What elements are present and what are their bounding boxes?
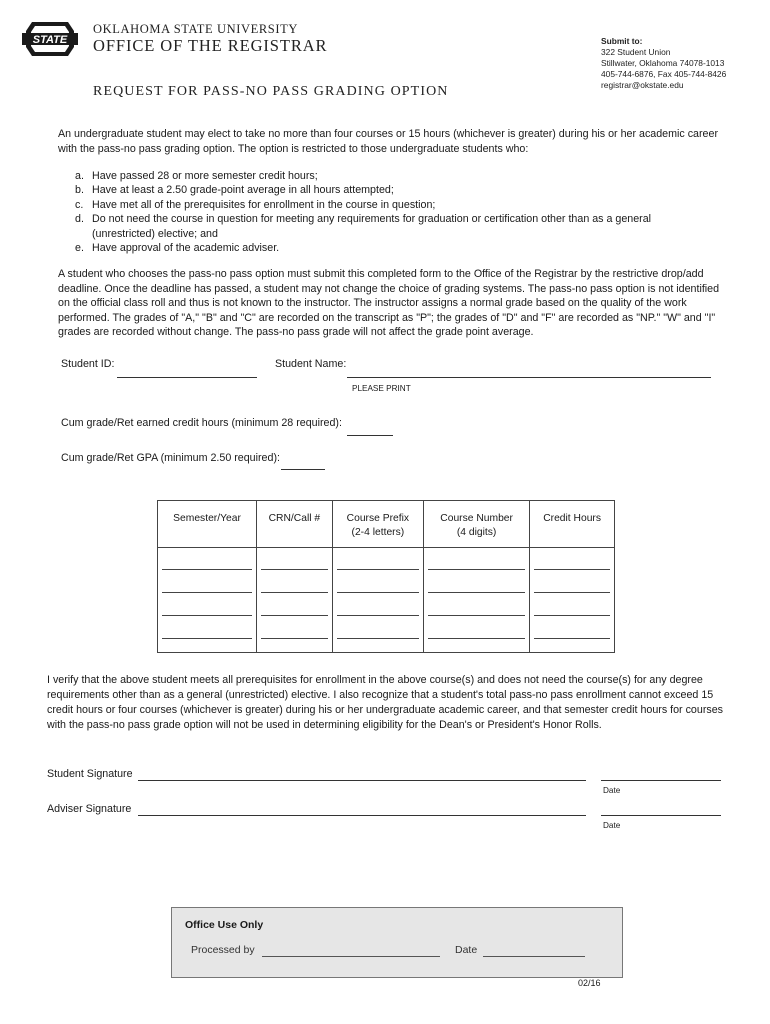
adviser-signature-field[interactable] <box>138 815 586 816</box>
cum-gpa-field[interactable] <box>281 469 325 470</box>
criteria-letter: e. <box>75 242 84 255</box>
office-use-title: Office Use Only <box>185 919 264 931</box>
criteria-item <box>75 198 715 212</box>
logo-text: STATE <box>32 34 68 46</box>
processed-by-field[interactable] <box>262 956 440 957</box>
adviser-date-field[interactable] <box>601 815 721 816</box>
criteria-text: Have met all of the prerequisites for enrollment in the course in question; <box>92 198 436 211</box>
credit-hours-cells[interactable] <box>530 548 615 653</box>
col-semester-year: Semester/Year <box>158 501 257 548</box>
office-use-box <box>171 907 623 978</box>
submit-email-line: registrar@okstate.edu <box>601 80 684 90</box>
course-prefix-cells[interactable] <box>332 548 423 653</box>
criteria-item <box>75 183 715 197</box>
submit-to-block <box>601 36 726 91</box>
criteria-letter: a. <box>75 170 84 182</box>
cum-hours-field[interactable] <box>347 435 393 436</box>
crn-cells[interactable] <box>257 548 333 653</box>
cum-hours-label: Cum grade/Ret earned credit hours (minimum 28 required): <box>61 417 342 429</box>
verification-paragraph: I verify that the above student meets all prerequisites for enrollment in the above course(s) and does not need the course(s) for any degree requirements other than as a general (unrestricted) elective. I also recognize that a student's total pass-no pass enrollment cannot exceed 15 credit hours or four courses (whichever is greater) during his or her undergraduate academic career, and that semester credit hours for courses with the pass-no pass grade option will not be used in determining eligibility for the Dean's or President's Honor Rolls. <box>47 674 724 731</box>
col-credit-hours: Credit Hours <box>530 501 615 548</box>
student-signature-label: Student Signature <box>47 768 133 780</box>
office-date-label: Date <box>455 944 478 956</box>
criteria-list <box>75 169 715 255</box>
student-date-label: Date <box>603 786 621 795</box>
please-print-note: PLEASE PRINT <box>352 384 411 393</box>
criteria-text: Have passed 28 or more semester credit hours; <box>92 170 318 182</box>
osu-logo <box>22 18 78 60</box>
col-crn: CRN/Call # <box>257 501 333 548</box>
office-date-field[interactable] <box>483 956 585 957</box>
submit-city-line: Stillwater, Oklahoma 74078-1013 <box>601 58 725 68</box>
criteria-text: Have at least a 2.50 grade-point average in all hours attempted; <box>92 184 394 197</box>
criteria-letter: b. <box>75 184 84 197</box>
intro-paragraph: An undergraduate student may elect to take no more than four courses or 15 hours (whichever is greater) during his or her academic career with the pass-no pass grading option. The option is restricted to those undergraduate students who: <box>58 128 719 155</box>
procedure-paragraph: A student who chooses the pass-no pass option must submit this completed form to the Office of the Registrar by the restrictive drop/add deadline. Once the deadline has passed, a student may not change the choice of grading systems. The pass-no pass option is not identified on the official class roll and thus is not known to the instructor. The instructor assigns a normal grade based on the quality of the work performed. The grades of "A," "B" and "C" are recorded on the transcript as "P"; the grades of "D" and "F" are recorded as "NP." "W" and "I" grades are recorded without change. The pass-no pass grade will not affect the grade point average. <box>58 268 720 339</box>
student-date-field[interactable] <box>601 780 721 781</box>
student-name-label: Student Name: <box>275 358 347 370</box>
office-name: OFFICE OF THE REGISTRAR <box>93 36 328 55</box>
cum-gpa-label: Cum grade/Ret GPA (minimum 2.50 required): <box>61 452 280 464</box>
form-title: REQUEST FOR PASS-NO PASS GRADING OPTION <box>93 84 449 99</box>
adviser-signature-label: Adviser Signature <box>47 803 132 815</box>
semester-year-cells[interactable] <box>158 548 257 653</box>
courses-table <box>157 500 615 653</box>
criteria-text: Do not need the course in question for meeting any requirements for graduation or certification other than as a general (unrestricted) elective; and <box>92 213 652 240</box>
criteria-text: Have approval of the academic adviser. <box>92 242 280 255</box>
student-name-field[interactable] <box>347 377 711 378</box>
col-course-number: Course Number (4 digits) <box>424 501 530 548</box>
submit-address-line: 322 Student Union <box>601 47 671 57</box>
revision-date: 02/16 <box>578 978 601 988</box>
university-name: OKLAHOMA STATE UNIVERSITY <box>93 22 298 36</box>
col-course-prefix: Course Prefix (2-4 letters) <box>332 501 423 548</box>
criteria-letter: c. <box>75 198 84 211</box>
course-number-cells[interactable] <box>424 548 530 653</box>
criteria-letter: d. <box>75 213 84 226</box>
student-signature-field[interactable] <box>138 780 586 781</box>
criteria-item <box>75 212 715 241</box>
student-id-label: Student ID: <box>61 358 115 370</box>
criteria-item <box>75 169 715 183</box>
submit-to-label: Submit to: <box>601 36 643 46</box>
table-header-row <box>158 501 615 548</box>
adviser-date-label: Date <box>603 821 621 830</box>
criteria-item <box>75 241 715 255</box>
student-id-field[interactable] <box>117 377 257 378</box>
submit-phone-line: 405-744-6876, Fax 405-744-8426 <box>601 69 727 79</box>
processed-by-label: Processed by <box>191 944 255 956</box>
table-body-row <box>158 548 615 653</box>
